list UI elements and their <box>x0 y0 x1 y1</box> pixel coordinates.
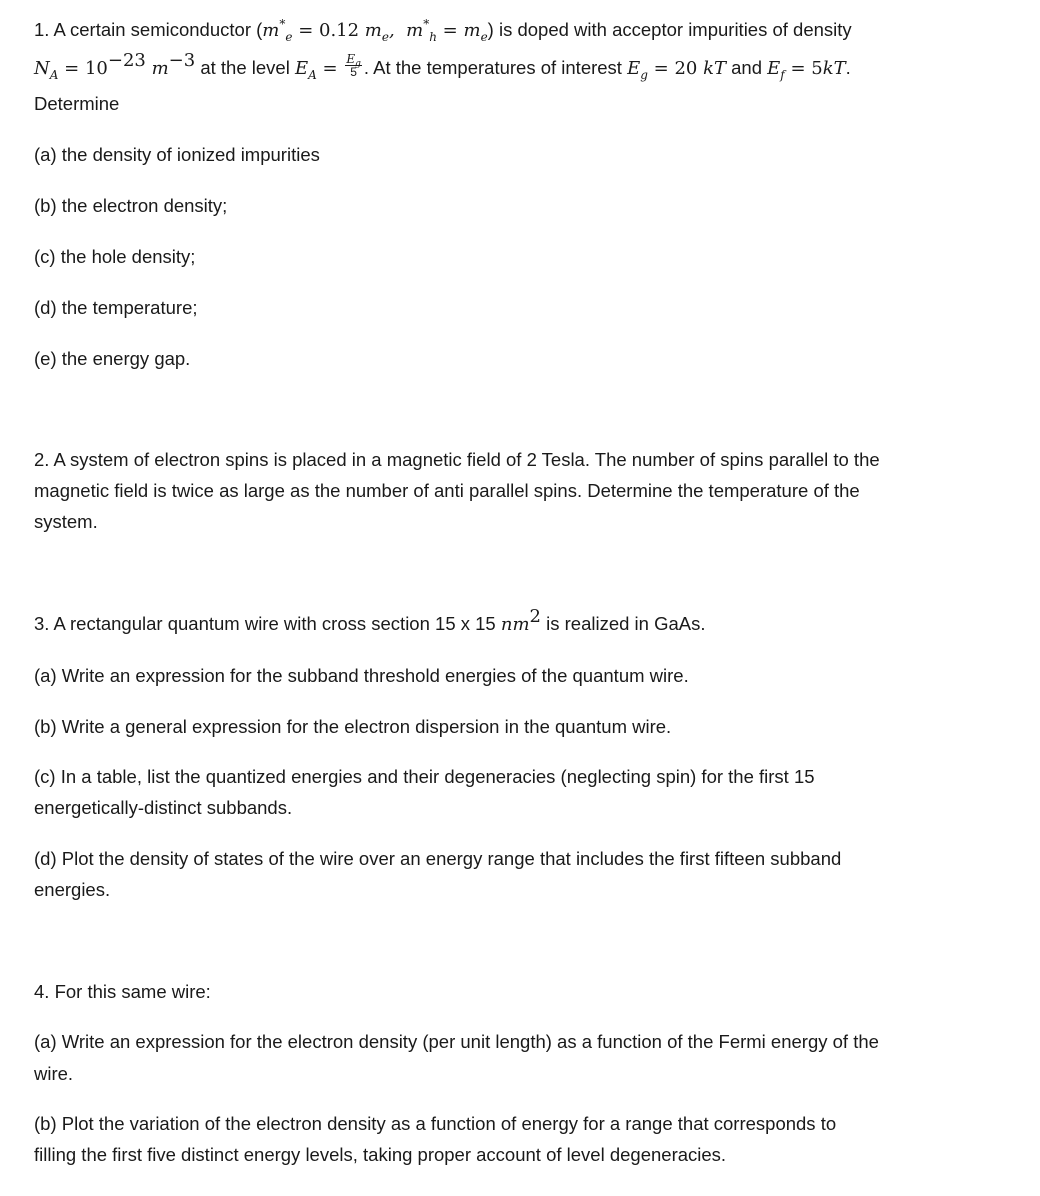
problem-3-part-c-line-2: energetically-distinct subbands. <box>34 797 293 818</box>
problem-3-intro: 3. A rectangular quantum wire with cross section 15 x 15 $nm^2$ is realized in GaAs. <box>34 606 706 635</box>
problem-4-part-b-line-2: filling the first five distinct energy levels, taking proper account of level degeneracies. <box>34 1144 727 1165</box>
problem-4-part-a-line-2: wire. <box>34 1063 74 1084</box>
eg-over-5-fraction: $\frac{E_g}{5}$ <box>346 51 361 79</box>
problem-1-part-d: (d) the temperature; <box>34 297 198 318</box>
determine-label: Determine <box>34 93 120 114</box>
problem-4-intro: 4. For this same wire: <box>34 981 211 1002</box>
problem-1-part-a: (a) the density of ionized impurities <box>34 144 320 165</box>
problem-3-part-c-line-1: (c) In a table, list the quantized energies and their degeneracies (neglecting spin) for the first 15 <box>34 766 815 787</box>
problem-2-line-2: magnetic field is twice as large as the number of anti parallel spins. Determine the temperature of the <box>34 480 860 501</box>
problem-1-part-b: (b) the electron density; <box>34 195 228 216</box>
problem-3-part-d-line-1: (d) Plot the density of states of the wire over an energy range that includes the first fifteen subband <box>34 848 842 869</box>
problem-3-part-d-line-2: energies. <box>34 879 111 900</box>
problem-4-part-b-line-1: (b) Plot the variation of the electron density as a function of energy for a range that corresponds to <box>34 1113 837 1134</box>
problem-3-part-a: (a) Write an expression for the subband threshold energies of the quantum wire. <box>34 665 689 686</box>
na-symbol: $N_A$ <box>34 58 59 82</box>
problem-1-part-c: (c) the hole density; <box>34 246 196 267</box>
problem-3-part-b: (b) Write a general expression for the electron dispersion in the quantum wire. <box>34 716 672 737</box>
problem-2-line-1: 2. A system of electron spins is placed in a magnetic field of 2 Tesla. The number of spins parallel to the <box>34 449 880 470</box>
me-symbol: $m^*_e$ <box>262 17 293 44</box>
problem-2-line-3: system. <box>34 511 98 532</box>
problem-4-part-a-line-1: (a) Write an expression for the electron density (per unit length) as a function of the Fermi energy of the <box>34 1031 879 1052</box>
problem-1-line-2: $N_A = 10^{-23}$ $m^{-3}$ at the level $E_A$ = $\frac{E_g}{5}$ . At the temperatures of interest $E_g = 20$ kT and $E_f = 5kT$. <box>34 50 851 82</box>
problem-1-line-1: 1. A certain semiconductor ($m^*_e = 0.12$ $m_e$, $m^*_h = m_e$) is doped with acceptor impurities of density <box>34 17 852 44</box>
problem-1-part-e: (e) the energy gap. <box>34 348 191 369</box>
